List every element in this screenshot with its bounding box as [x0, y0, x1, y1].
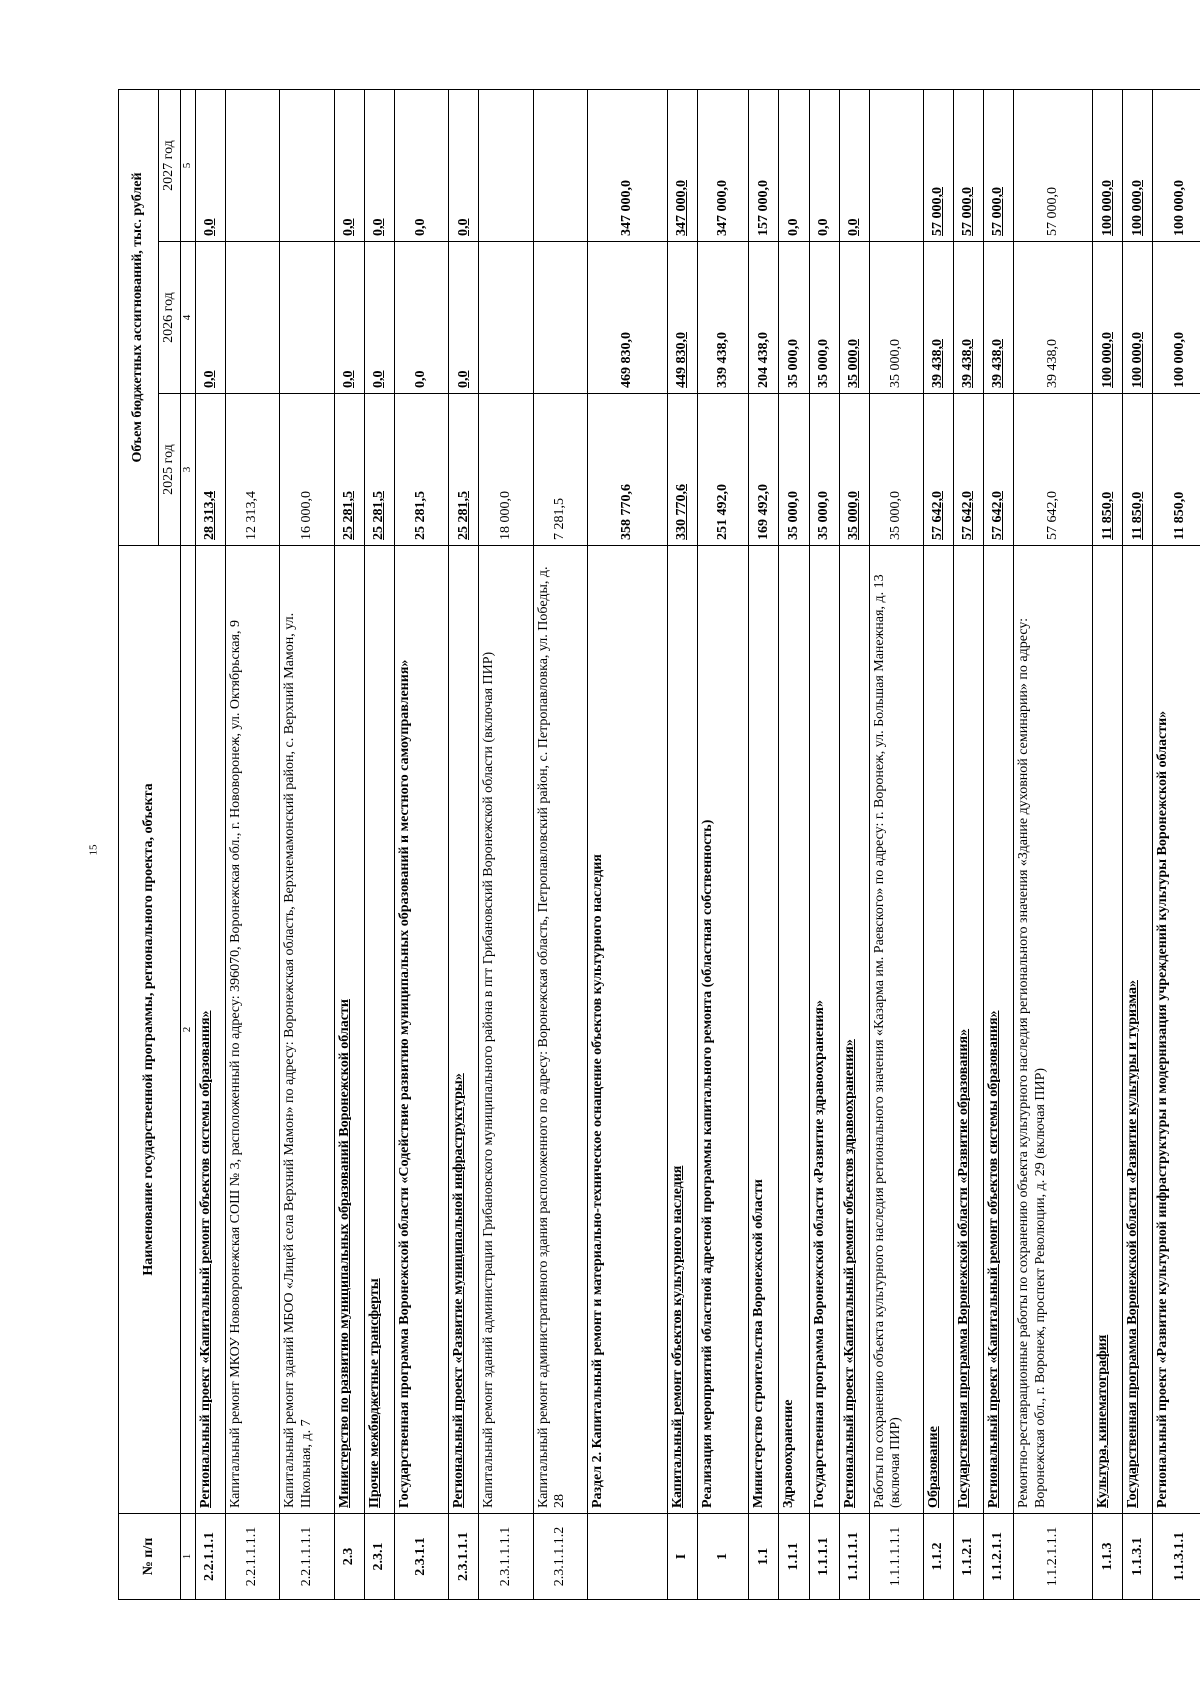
table-row [809, 89, 839, 1599]
page-number: 15 [87, 844, 100, 856]
value-2025: 251 492,0 [697, 394, 749, 546]
value-2025: 25 281,5 [364, 394, 394, 546]
row-number: 1.1.3.1.1 [1153, 1514, 1200, 1600]
value-2025: 330 770,6 [667, 394, 697, 546]
row-name: Капитальный ремонт зданий МБОО «Лицей села Верхний Мамон» по адресу: Воронежская область, Верхнемамонский район, с. Верхний Мамон, ул. Школьная, д. 7 [280, 546, 335, 1514]
row-number: 1.1.3 [1093, 1514, 1123, 1600]
table-row [1123, 89, 1153, 1599]
value-2025: 35 000,0 [809, 394, 839, 546]
value-2026: 39 438,0 [984, 242, 1014, 394]
column-index-row [180, 89, 195, 1599]
value-2027: 57 000,0 [924, 89, 954, 241]
row-number: 1.1.3.1 [1123, 1514, 1153, 1600]
row-name: Капитальный ремонт МКОУ Нововоронежская СОШ № 3, расположенный по адресу: 396070, Воронежская обл., г. Нововоронеж, ул. Октябрьская, 9 [225, 546, 280, 1514]
row-name: Государственная программа Воронежской области «Содействие развитию муниципальных образований и местного самоуправления» [394, 546, 449, 1514]
row-name: Раздел 2. Капитальный ремонт и материально-техническое оснащение объектов культурного наследия [588, 546, 667, 1514]
table-row [1014, 89, 1093, 1599]
value-2026: 39 438,0 [1014, 242, 1093, 394]
value-2027: 0,0 [809, 89, 839, 241]
value-2027: 100 000,0 [1093, 89, 1123, 241]
row-name: Образование [924, 546, 954, 1514]
value-2027: 57 000,0 [954, 89, 984, 241]
value-2026: 100 000,0 [1153, 242, 1200, 394]
value-2025: 57 642,0 [954, 394, 984, 546]
value-2027: 0,0 [779, 89, 809, 241]
value-2025: 57 642,0 [924, 394, 954, 546]
table-row [667, 89, 697, 1599]
value-2025: 25 281,5 [449, 394, 479, 546]
table-row [364, 89, 394, 1599]
row-name: Капитальный ремонт объектов культурного наследия [667, 546, 697, 1514]
value-2025: 358 770,6 [588, 394, 667, 546]
table-row [225, 89, 280, 1599]
row-name: Региональный проект «Развитие культурной инфраструктуры и модернизация учреждений культуры Воронежской области» [1153, 546, 1200, 1514]
value-2027 [280, 89, 335, 241]
row-number: 2.2.1.1.1.1 [225, 1514, 280, 1600]
row-number: 1.1.1.1.1.1 [869, 1514, 924, 1600]
row-name: Культура, кинематография [1093, 546, 1123, 1514]
table-row [779, 89, 809, 1599]
table-row [697, 89, 749, 1599]
row-name: Капитальный ремонт административного здания расположенного по адресу: Воронежская область, Петропавловский район, с. Петропавловка, ул. Победы, д. 28 [533, 546, 588, 1514]
value-2027: 347 000,0 [588, 89, 667, 241]
table-row [479, 89, 534, 1599]
value-2026: 35 000,0 [779, 242, 809, 394]
header-year-2026: 2026 год [159, 242, 181, 394]
value-2026 [225, 242, 280, 394]
table-row [1153, 89, 1200, 1599]
table-row [394, 89, 449, 1599]
value-2027: 347 000,0 [697, 89, 749, 241]
value-2026: 35 000,0 [809, 242, 839, 394]
value-2025: 25 281,5 [394, 394, 449, 546]
row-number: 1 [697, 1514, 749, 1600]
value-2027: 100 000,0 [1123, 89, 1153, 241]
value-2027: 0,0 [394, 89, 449, 241]
value-2026: 100 000,0 [1123, 242, 1153, 394]
row-name: Прочие межбюджетные трансферты [364, 546, 394, 1514]
value-2026: 35 000,0 [839, 242, 869, 394]
value-2025: 11 850,0 [1123, 394, 1153, 546]
value-2025: 18 000,0 [479, 394, 534, 546]
value-2026: 39 438,0 [924, 242, 954, 394]
value-2026: 339 438,0 [697, 242, 749, 394]
row-name: Министерство строительства Воронежской области [749, 546, 779, 1514]
row-number: 1.1.1.1.1 [839, 1514, 869, 1600]
table-row [334, 89, 364, 1599]
header-num: № п/п [119, 1514, 181, 1600]
col-index: 4 [180, 242, 195, 394]
value-2026: 0,0 [449, 242, 479, 394]
value-2025: 35 000,0 [869, 394, 924, 546]
value-2026: 0,0 [334, 242, 364, 394]
value-2026 [533, 242, 588, 394]
row-number: 2.3.1.1 [394, 1514, 449, 1600]
value-2025: 11 850,0 [1093, 394, 1123, 546]
row-number: 1.1.2 [924, 1514, 954, 1600]
budget-table [118, 89, 1200, 1600]
row-name: Ремонтно-реставрационные работы по сохранению объекта культурного наследия регионального значения «Здание духовной семинарии» по адресу: Воронежская обл., г. Воронеж, проспект Революции, д. 29 (включая ПИР) [1014, 546, 1093, 1514]
value-2027: 0,0 [364, 89, 394, 241]
value-2027 [479, 89, 534, 241]
row-number: 1.1 [749, 1514, 779, 1600]
value-2026: 204 438,0 [749, 242, 779, 394]
row-name: Работы по сохранению объекта культурного наследия регионального значения «Казарма им. Раевского» по адресу: г. Воронеж, ул. Большая Манежная, д. 13 (включая ПИР) [869, 546, 924, 1514]
table-row [1093, 89, 1123, 1599]
value-2026 [479, 242, 534, 394]
table-row [195, 89, 225, 1599]
value-2025: 12 313,4 [225, 394, 280, 546]
row-name: Капитальный ремонт зданий администрации Грибановского муниципального района в пгт Грибановский Воронежской области (включая ПИР) [479, 546, 534, 1514]
value-2026: 0,0 [394, 242, 449, 394]
value-2025: 57 642,0 [984, 394, 1014, 546]
table-row [749, 89, 779, 1599]
header-volume: Объем бюджетных ассигнований, тыс. рублей [119, 89, 159, 545]
value-2026: 469 830,0 [588, 242, 667, 394]
row-number: 2.3.1.1.1.1 [479, 1514, 534, 1600]
row-number: 1.1.2.1.1.1 [1014, 1514, 1093, 1600]
table-body [195, 89, 1200, 1599]
col-index: 2 [180, 546, 195, 1514]
row-number: 1.1.2.1 [954, 1514, 984, 1600]
value-2027: 57 000,0 [984, 89, 1014, 241]
row-number: 2.3.1 [364, 1514, 394, 1600]
value-2027 [869, 89, 924, 241]
header-year-2027: 2027 год [159, 89, 181, 241]
row-number: 2.3.1.1.1.2 [533, 1514, 588, 1600]
table-row [839, 89, 869, 1599]
value-2027: 100 000,0 [1153, 89, 1200, 241]
table-row [280, 89, 335, 1599]
header-year-2025: 2025 год [159, 394, 181, 546]
value-2026: 449 830,0 [667, 242, 697, 394]
row-number: 2.3 [334, 1514, 364, 1600]
value-2025: 35 000,0 [839, 394, 869, 546]
value-2027 [225, 89, 280, 241]
table-row [869, 89, 924, 1599]
row-name: Государственная программа Воронежской области «Развитие образования» [954, 546, 984, 1514]
table-row [533, 89, 588, 1599]
header-name: Наименование государственной программы, регионального проекта, объекта [119, 546, 181, 1514]
value-2027: 0,0 [839, 89, 869, 241]
value-2026 [280, 242, 335, 394]
value-2025: 7 281,5 [533, 394, 588, 546]
row-name: Региональный проект «Капитальный ремонт объектов системы образования» [195, 546, 225, 1514]
col-index: 1 [180, 1514, 195, 1600]
row-name: Государственная программа Воронежской области «Развитие здравоохранения» [809, 546, 839, 1514]
value-2025: 169 492,0 [749, 394, 779, 546]
col-index: 3 [180, 394, 195, 546]
row-name: Государственная программа Воронежской области «Развитие культуры и туризма» [1123, 546, 1153, 1514]
row-name: Региональный проект «Капитальный ремонт объектов системы образования» [984, 546, 1014, 1514]
row-number [588, 1514, 667, 1600]
row-number: 2.2.1.1.1 [195, 1514, 225, 1600]
value-2026: 0,0 [364, 242, 394, 394]
table-row [449, 89, 479, 1599]
value-2027: 0,0 [334, 89, 364, 241]
value-2026: 39 438,0 [954, 242, 984, 394]
table-row [924, 89, 954, 1599]
value-2025: 35 000,0 [779, 394, 809, 546]
value-2026: 0,0 [195, 242, 225, 394]
row-number: 2.3.1.1.1 [449, 1514, 479, 1600]
value-2027: 347 000,0 [667, 89, 697, 241]
row-name: Министерство по развитию муниципальных образований Воронежской области [334, 546, 364, 1514]
row-number: 1.1.1.1 [809, 1514, 839, 1600]
row-number: I [667, 1514, 697, 1600]
row-name: Региональный проект «Капитальный ремонт объектов здравоохранения» [839, 546, 869, 1514]
value-2025: 11 850,0 [1153, 394, 1200, 546]
value-2027: 57 000,0 [1014, 89, 1093, 241]
value-2027 [533, 89, 588, 241]
row-name: Здравоохранение [779, 546, 809, 1514]
value-2025: 57 642,0 [1014, 394, 1093, 546]
row-number: 1.1.2.1.1 [984, 1514, 1014, 1600]
table-row [984, 89, 1014, 1599]
value-2025: 25 281,5 [334, 394, 364, 546]
row-name: Реализация мероприятий областной адресной программы капитального ремонта (областная собственность) [697, 546, 749, 1514]
row-number: 2.2.1.1.1.1 [280, 1514, 335, 1600]
col-index: 5 [180, 89, 195, 241]
row-name: Региональный проект «Развитие муниципальной инфраструктуры» [449, 546, 479, 1514]
value-2027: 0,0 [195, 89, 225, 241]
value-2027: 0,0 [449, 89, 479, 241]
table-row [954, 89, 984, 1599]
value-2026: 35 000,0 [869, 242, 924, 394]
row-number: 1.1.1 [779, 1514, 809, 1600]
table-row [588, 89, 667, 1599]
value-2025: 16 000,0 [280, 394, 335, 546]
value-2025: 28 313,4 [195, 394, 225, 546]
value-2026: 100 000,0 [1093, 242, 1123, 394]
rotated-table-wrapper [118, 90, 1200, 1600]
value-2027: 157 000,0 [749, 89, 779, 241]
